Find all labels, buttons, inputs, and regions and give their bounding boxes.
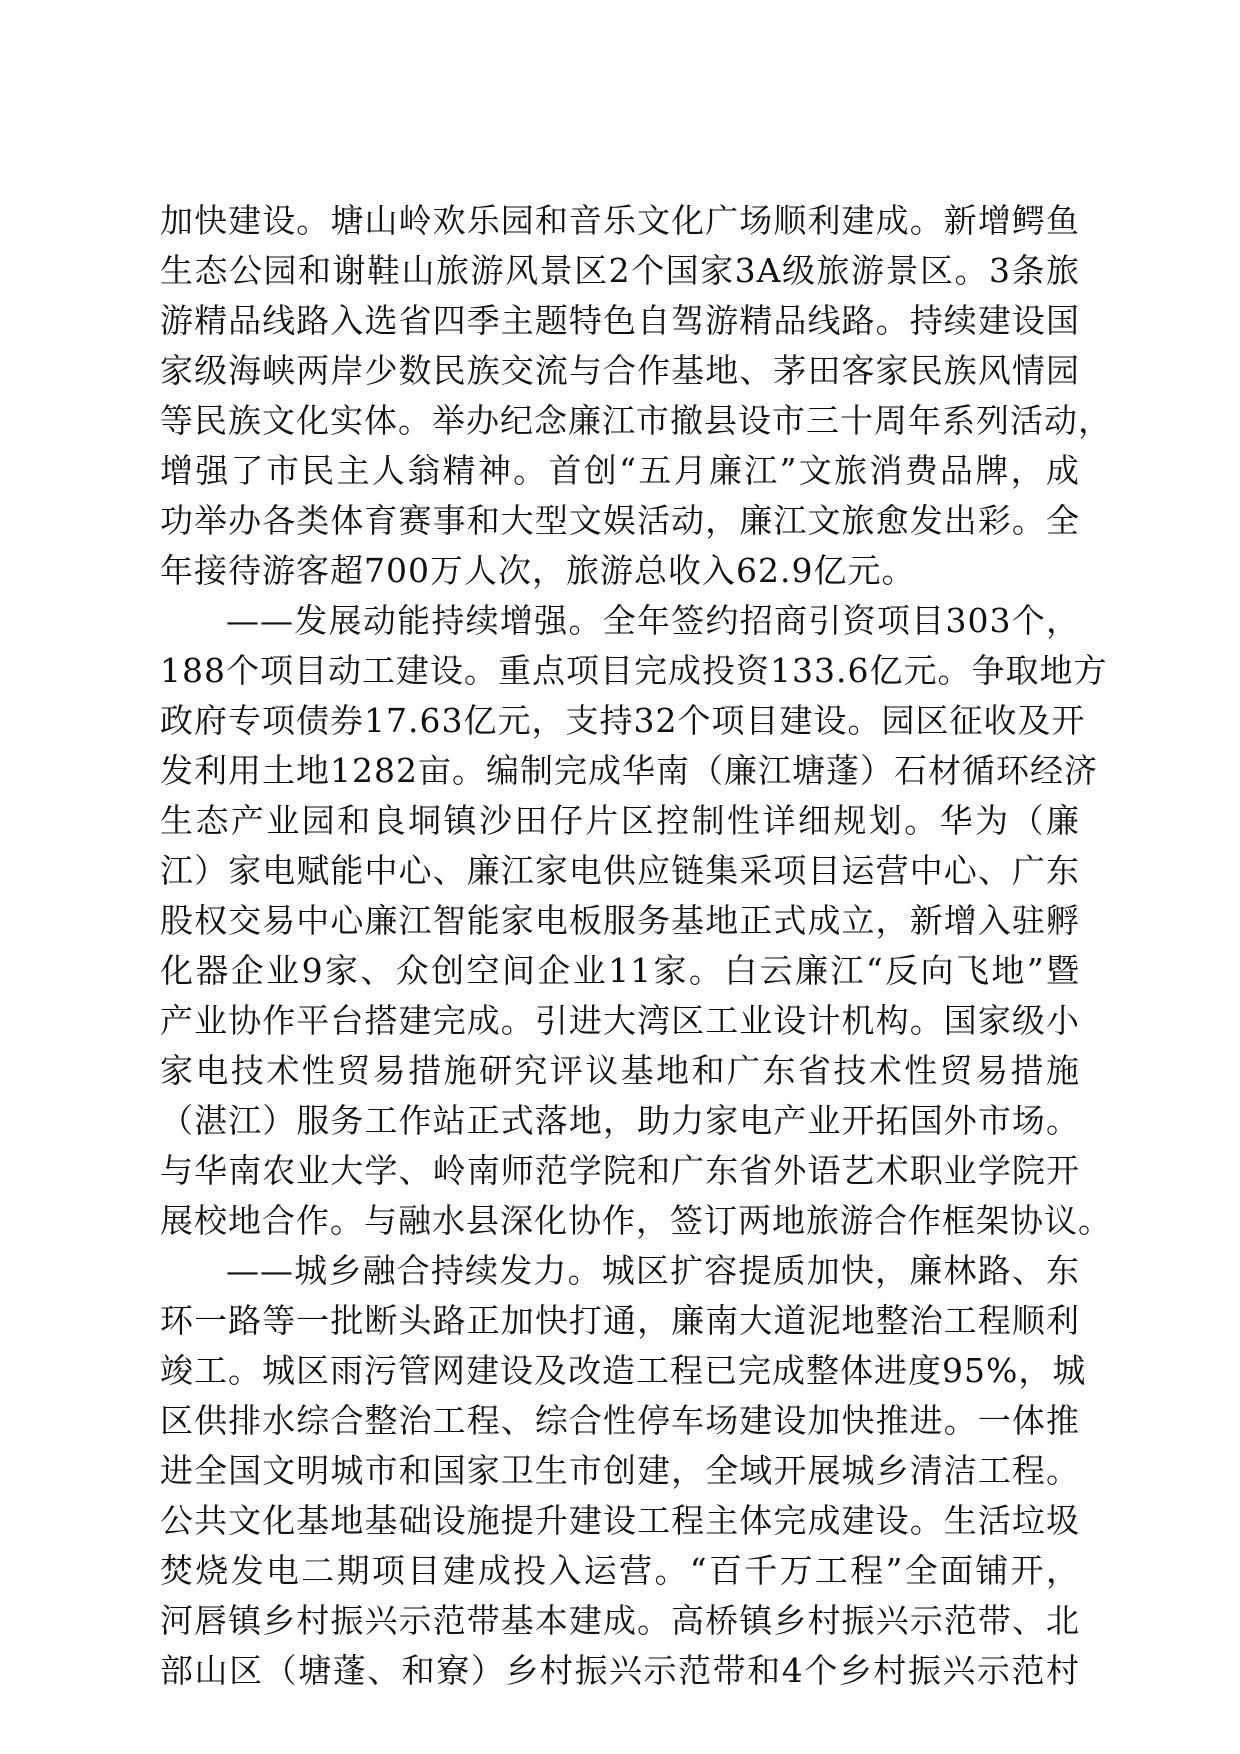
- text-line: 等民族文化实体。举办纪念廉江市撤县设市三十周年系列活动，: [160, 401, 1112, 440]
- tourism-paragraph: [160, 196, 1112, 596]
- text-line: 竣工。城区雨污管网建设及改造工程已完成整体进度95%，城: [160, 1351, 1087, 1390]
- text-line: 年接待游客超700万人次，旅游总收入62.9亿元。: [160, 551, 916, 590]
- text-line: 部山区（塘蓬、和寮）乡村振兴示范带和4个乡村振兴示范村: [160, 1651, 1080, 1690]
- text-line: 进全国文明城市和国家卫生市创建，全域开展城乡清洁工程。: [160, 1451, 1080, 1490]
- text-line: 与华南农业大学、岭南师范学院和广东省外语艺术职业学院开: [160, 1151, 1080, 1190]
- development-momentum-paragraph: [160, 596, 1112, 1246]
- text-line: 家电技术性贸易措施研究评议基地和广东省技术性贸易措施: [160, 1051, 1080, 1090]
- text-line: 增强了市民主人翁精神。首创“五月廉江”文旅消费品牌，成: [160, 451, 1080, 490]
- text-line: 发利用土地1282亩。编制完成华南（廉江塘蓬）石材循环经济: [160, 751, 1098, 790]
- text-line: 生态产业园和良垌镇沙田仔片区控制性详细规划。华为（廉: [160, 801, 1080, 840]
- urban-rural-paragraph: [160, 1246, 1087, 1696]
- text-line: 加快建设。塘山岭欢乐园和音乐文化广场顺利建成。新增鳄鱼: [160, 201, 1080, 240]
- text-line: 环一路等一批断头路正加快打通，廉南大道泥地整治工程顺利: [160, 1301, 1080, 1340]
- text-line: 政府专项债券17.63亿元，支持32个项目建设。园区征收及开: [160, 701, 1086, 740]
- text-line: 功举办各类体育赛事和大型文娱活动，廉江文旅愈发出彩。全: [160, 501, 1080, 540]
- text-line: ——城乡融合持续发力。城区扩容提质加快，廉林路、东: [226, 1251, 1080, 1290]
- text-line: 江）家电赋能中心、廉江家电供应链集采项目运营中心、广东: [160, 851, 1080, 890]
- text-line: 区供排水综合整治工程、综合性停车场建设加快推进。一体推: [160, 1401, 1080, 1440]
- text-line: 河唇镇乡村振兴示范带基本建成。高桥镇乡村振兴示范带、北: [160, 1601, 1080, 1640]
- text-line: 化器企业9家、众创空间企业11家。白云廉江“反向飞地”暨: [160, 951, 1080, 990]
- body-text: [160, 196, 1112, 1696]
- text-line: 产业协作平台搭建完成。引进大湾区工业设计机构。国家级小: [160, 1001, 1080, 1040]
- text-line: 家级海峡两岸少数民族交流与合作基地、茅田客家民族风情园: [160, 351, 1080, 390]
- text-line: 公共文化基地基础设施提升建设工程主体完成建设。生活垃圾: [160, 1501, 1080, 1540]
- text-line: 股权交易中心廉江智能家电板服务基地正式成立，新增入驻孵: [160, 901, 1080, 940]
- text-line: 188个项目动工建设。重点项目完成投资133.6亿元。争取地方: [160, 651, 1108, 690]
- text-line: 生态公园和谢鞋山旅游风景区2个国家3A级旅游景区。3条旅: [160, 251, 1080, 290]
- text-line: （湛江）服务工作站正式落地，助力家电产业开拓国外市场。: [160, 1101, 1080, 1140]
- text-line: ——发展动能持续增强。全年签约招商引资项目303个，: [226, 601, 1080, 640]
- text-line: 展校地合作。与融水县深化协作，签订两地旅游合作框架协议。: [160, 1201, 1112, 1240]
- text-line: 游精品线路入选省四季主题特色自驾游精品线路。持续建设国: [160, 301, 1080, 340]
- text-line: 焚烧发电二期项目建成投入运营。“百千万工程”全面铺开，: [160, 1551, 1080, 1590]
